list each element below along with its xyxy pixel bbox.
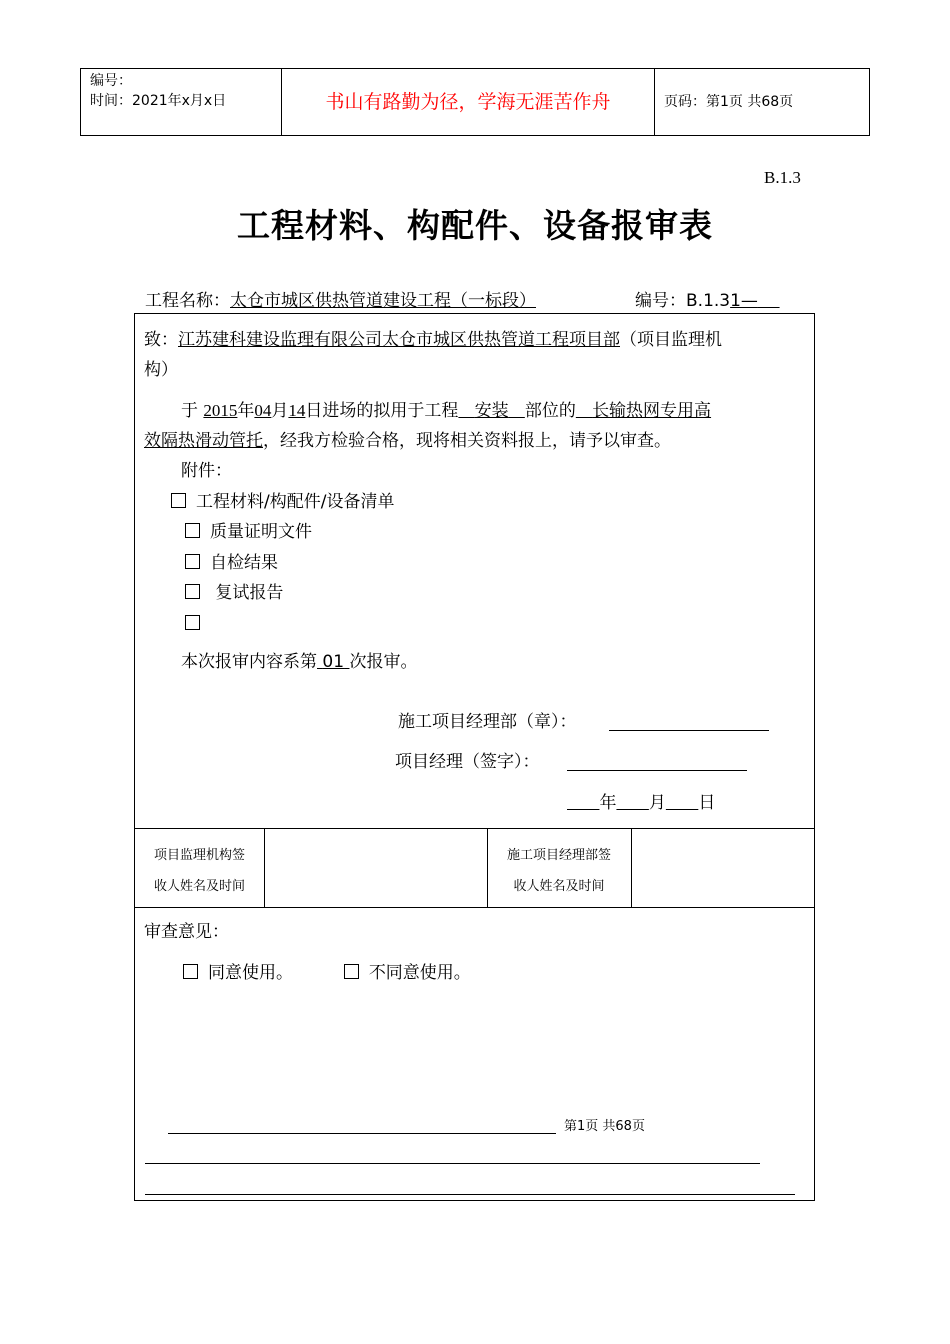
checkbox[interactable] bbox=[171, 493, 186, 508]
entry-month: 04 bbox=[254, 401, 272, 420]
entry-day: 14 bbox=[288, 401, 306, 420]
review-label: 审查意见： bbox=[144, 922, 229, 942]
recipient: 江苏建科建设监理有限公司太仓市城区供热管道工程项目部 bbox=[178, 330, 620, 350]
manager-sign-line[interactable] bbox=[567, 770, 747, 771]
contractor-receipt-field[interactable] bbox=[632, 829, 814, 907]
disagree-checkbox[interactable] bbox=[344, 964, 359, 979]
agree-checkbox[interactable] bbox=[183, 964, 198, 979]
work-part: 安装 bbox=[474, 401, 509, 421]
project-number bbox=[635, 286, 780, 311]
header-box bbox=[80, 68, 870, 136]
review-options bbox=[183, 958, 471, 988]
attachments-label: 附件： bbox=[181, 461, 232, 481]
sign-date: 年 月 日 bbox=[599, 793, 716, 813]
review-line-1[interactable] bbox=[168, 1133, 556, 1134]
project-line bbox=[145, 286, 536, 311]
item-name-1: 长输热网专用高 bbox=[592, 401, 712, 421]
attachment-item bbox=[185, 609, 210, 639]
form-code: B.1.3 bbox=[764, 168, 801, 187]
project-label: 工程名称： bbox=[145, 291, 230, 311]
receipt-row-bottom-border bbox=[135, 907, 814, 908]
checkbox[interactable] bbox=[185, 584, 200, 599]
review-line-3[interactable] bbox=[145, 1194, 795, 1195]
review-count-value: 01 bbox=[322, 652, 345, 672]
supervisor-receipt-field[interactable] bbox=[265, 829, 487, 907]
attachment-item: 工程材料/构配件/设备清单 bbox=[171, 487, 394, 517]
attachment-item: 复试报告 bbox=[185, 578, 283, 608]
project-number-label: 编号：B.1.3 bbox=[635, 291, 731, 311]
checkbox[interactable] bbox=[185, 523, 200, 538]
project-number-value: 1— bbox=[730, 291, 758, 311]
review-count: 本次报审内容系第 01 次报审。 bbox=[181, 652, 418, 672]
body-line-1: 于 2015年04月14日进场的拟用于工程 安装 部位的 长输热网专用高 bbox=[181, 401, 712, 421]
review-line-2[interactable] bbox=[145, 1163, 760, 1164]
number-label: 编号： bbox=[90, 73, 132, 89]
time-label: 时间：2021年x月x日 bbox=[90, 93, 227, 109]
checkbox[interactable] bbox=[185, 615, 200, 630]
item-name-2: 效隔热滑动管托 bbox=[144, 431, 263, 451]
agree-label: 同意使用。 bbox=[208, 963, 293, 983]
supervisor-receipt-label: 项目监理机构签 收人姓名及时间 bbox=[153, 848, 245, 894]
dept-seal-label: 施工项目经理部（章）： bbox=[398, 712, 577, 732]
manager-sign-label: 项目经理（签字）： bbox=[395, 752, 540, 772]
attachment-item: 质量证明文件 bbox=[185, 517, 312, 547]
contractor-receipt-label: 施工项目经理部签 收人姓名及时间 bbox=[506, 848, 611, 894]
disagree-label: 不同意使用。 bbox=[368, 963, 471, 983]
entry-year: 2015 bbox=[203, 401, 238, 420]
footer-page-number: 第1页 共68页 bbox=[564, 1119, 645, 1134]
attachment-item: 自检结果 bbox=[185, 548, 278, 578]
project-name: 太仓市城区供热管道建设工程（一标段） bbox=[230, 291, 536, 311]
recipient-line-2: 构） bbox=[144, 360, 178, 380]
dept-seal-line[interactable] bbox=[609, 730, 769, 731]
header-motto: 书山有路勤为径，学海无涯苦作舟 bbox=[282, 69, 655, 135]
page-title: 工程材料、构配件、设备报审表 bbox=[237, 206, 713, 245]
form-table bbox=[134, 313, 815, 1201]
header-page-info: 页码：第1页 共68页 bbox=[664, 94, 794, 110]
body-line-2: 效隔热滑动管托，经我方检验合格，现将相关资料报上，请予以审查。 bbox=[144, 431, 671, 451]
recipient-line: 致：江苏建科建设监理有限公司太仓市城区供热管道工程项目部（项目监理机 bbox=[144, 330, 722, 350]
header-meta bbox=[81, 69, 282, 135]
checkbox[interactable] bbox=[185, 554, 200, 569]
